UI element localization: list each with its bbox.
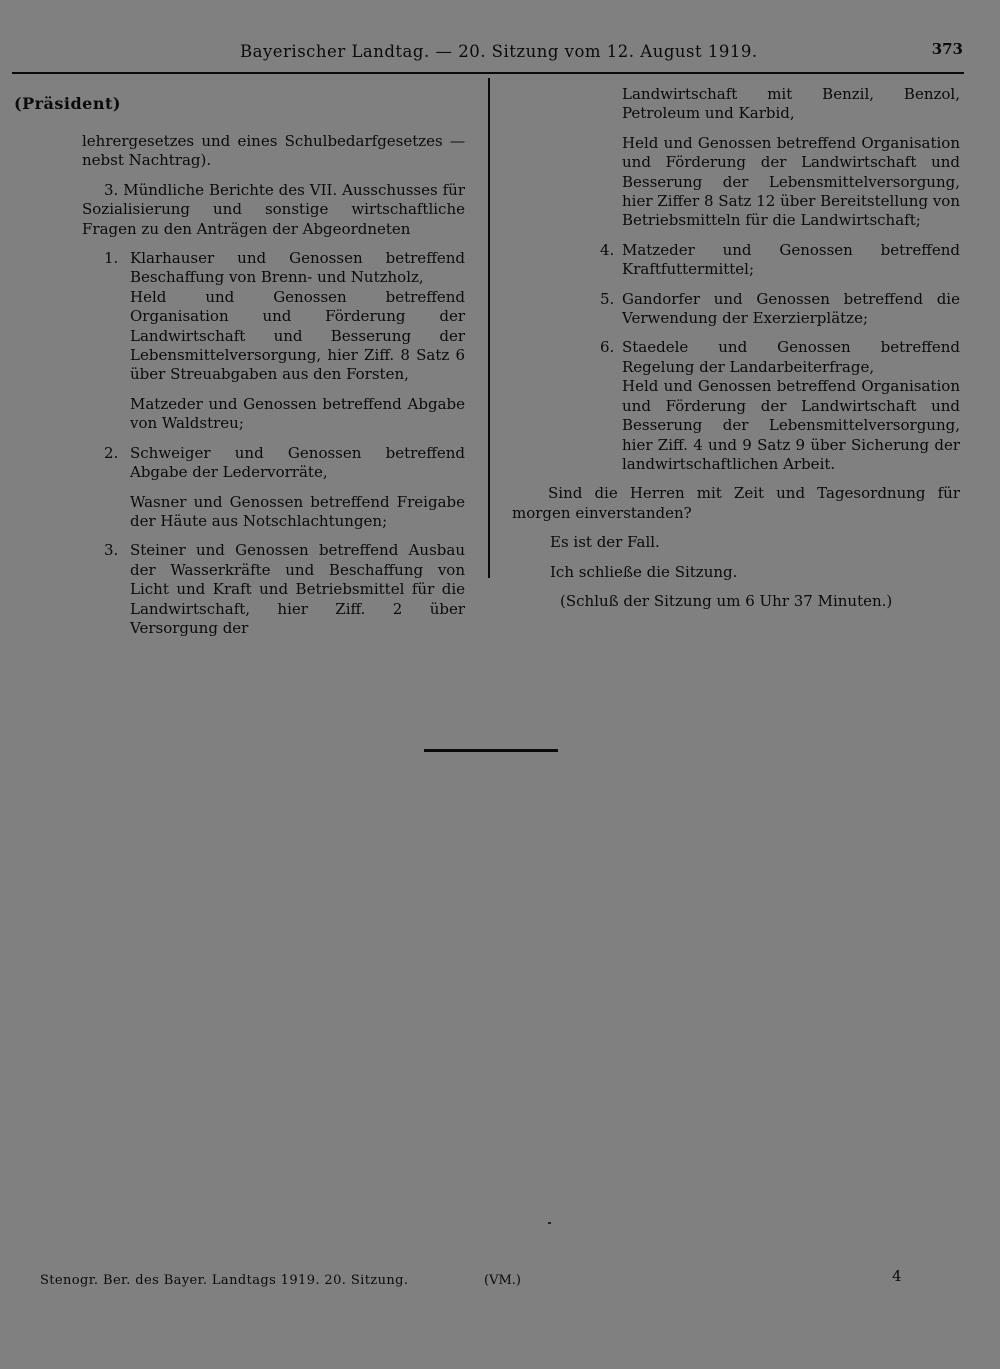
motion-number: 5.	[600, 289, 615, 308]
motion-text: Matzeder und Genossen betreffend Kraftfuttermittel;	[622, 240, 960, 279]
header-rule	[12, 72, 964, 74]
president-answer: Es ist der Fall.	[550, 533, 660, 552]
motion-text: Staedele und Genossen betreffend Regelung der Landarbeiterfrage,	[622, 338, 960, 376]
column-divider	[488, 78, 490, 578]
motion-item	[512, 338, 960, 377]
speaker-label: (Präsident)	[14, 94, 121, 113]
motion-number: 4.	[600, 240, 615, 259]
intro-continuation: lehrergesetzes und eines Schulbedarfgesetzes — nebst Nachtrag).	[82, 132, 465, 170]
motion-sub-text: Held und Genossen betreffend Organisation und Förderung der Landwirtschaft und Besserung der Lebensmittelversorgung, hier Ziff. 4 und 9 Satz 9 über Sicherung der landwirtschaftlichen Arbeit.	[622, 377, 960, 473]
motion-sub-text: Held und Genossen betreffend Organisation und Förderung der Landwirtschaft und Besserung der Lebensmittelversorgung, hier Ziff. 8 Satz 6 über Streuabgaben aus den Forsten,	[130, 287, 465, 384]
motion-item	[512, 290, 960, 329]
motion-item	[82, 249, 465, 288]
motion-text: Schweiger und Genossen betreffend Abgabe der Ledervorräte,	[130, 443, 465, 482]
motion-text: Steiner und Genossen betreffend Ausbau der Wasserkräfte und Beschaffung von Licht und Kraft und Betriebsmittel für die Landwirtschaft, hier Ziff. 2 über Versorgung der	[130, 541, 465, 637]
left-column	[82, 132, 465, 638]
page-header-title: Bayerischer Landtag. — 20. Sitzung vom 12. August 1919.	[240, 42, 758, 61]
president-question: Sind die Herren mit Zeit und Tagesordnung für morgen einverstanden?	[512, 484, 960, 522]
motion-number: 1.	[104, 249, 119, 268]
motion-item	[82, 444, 465, 483]
footer-mark: (VM.)	[484, 1273, 521, 1288]
motion-text: Klarhauser und Genossen betreffend Beschaffung von Brenn- und Nutzholz,	[130, 249, 465, 287]
session-closing-note: (Schluß der Sitzung um 6 Uhr 37 Minuten.)	[560, 591, 893, 610]
motion-continuation: Landwirtschaft mit Benzil, Benzol, Petroleum und Karbid,	[622, 85, 960, 123]
motion-item	[512, 241, 960, 280]
motion-sub-text: Wasner und Genossen betreffend Freigabe der Häute aus Notschlachtungen;	[130, 492, 465, 530]
end-rule	[424, 749, 558, 752]
print-speck	[548, 1222, 551, 1224]
page-number: 373	[931, 40, 963, 58]
footer-sheet-number: 4	[892, 1267, 902, 1285]
agenda-point-3: 3. Mündliche Berichte des VII. Ausschusses für Sozialisierung und sonstige wirtschaftliche Fragen zu den Anträgen der Abgeordneten	[82, 180, 465, 238]
motion-number: 3.	[104, 541, 119, 560]
motion-sub-text: Matzeder und Genossen betreffend Abgabe von Waldstreu;	[130, 394, 465, 433]
motion-text: Gandorfer und Genossen betreffend die Verwendung der Exerzierplätze;	[622, 289, 960, 328]
footer-source: Stenogr. Ber. des Bayer. Landtags 1919. 20. Sitzung.	[40, 1273, 409, 1288]
session-closing: Ich schließe die Sitzung.	[550, 562, 738, 581]
motion-number: 2.	[104, 443, 119, 462]
right-column	[512, 85, 960, 611]
motion-number: 6.	[600, 338, 615, 357]
motion-item	[82, 541, 465, 638]
motion-sub-text: Held und Genossen betreffend Organisation und Förderung der Landwirtschaft und Besserung der Lebensmittelversorgung, hier Ziffer 8 Satz 12 über Bereitstellung von Betriebsmitteln für die Landwirtschaft;	[622, 133, 960, 230]
